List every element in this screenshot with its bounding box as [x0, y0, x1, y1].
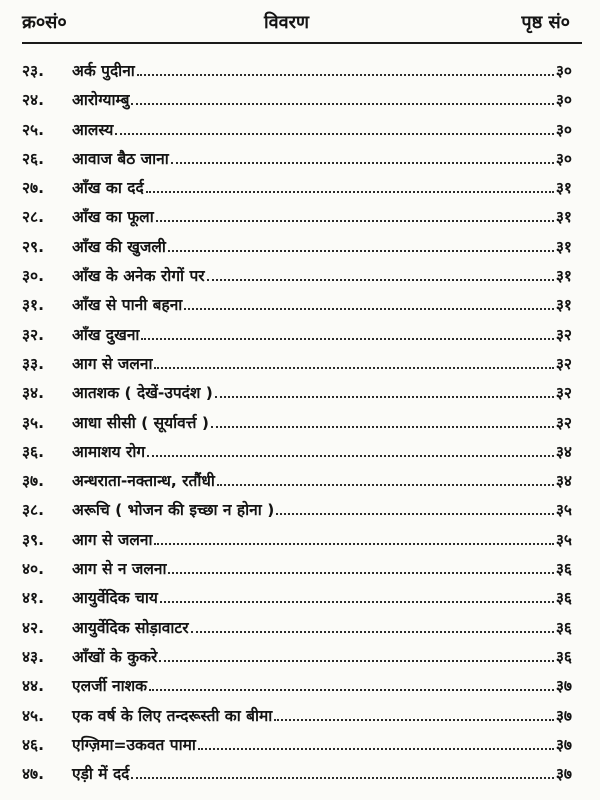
entry-page-number: ३२: [555, 413, 572, 432]
entry-title: आँख के अनेक रोगों पर: [72, 267, 205, 286]
entry-page-number: ३७: [555, 735, 572, 754]
list-item: [0, 668, 600, 697]
list-item: [0, 346, 600, 375]
entry-line: [72, 118, 572, 140]
entry-line: [72, 411, 572, 433]
entry-page-number: ३१: [555, 179, 572, 198]
entry-page-number: ३७: [555, 765, 572, 784]
entry-title: आयुर्वेदिक चाय: [72, 589, 158, 608]
entry-number: ३६.: [22, 442, 45, 461]
entry-number: ४०.: [22, 560, 45, 579]
list-item: [0, 463, 600, 492]
entry-page-number: ३०: [555, 120, 572, 139]
entry-number: ४३.: [22, 647, 45, 666]
entry-page-number: ३०: [555, 91, 572, 110]
list-item: [0, 727, 600, 756]
entry-number: ३९.: [22, 530, 45, 549]
entry-line: [72, 557, 572, 579]
entry-page-number: ३७: [555, 706, 572, 725]
dot-leader: [159, 660, 553, 662]
entry-line: [72, 616, 572, 638]
entry-line: [72, 147, 572, 169]
list-item: [0, 53, 600, 82]
header-description: विवरण: [264, 12, 310, 33]
dot-leader: [217, 484, 554, 486]
entry-number: ३७.: [22, 472, 45, 491]
entry-number: ३५.: [22, 413, 45, 432]
entry-title: एलर्जी नाशक: [72, 677, 148, 696]
entry-page-number: ३२: [555, 354, 572, 373]
entry-title: आयुर्वेदिक सोड़ावाटर: [72, 618, 189, 637]
entry-title: आँख की खुजली: [72, 237, 166, 256]
dot-leader: [211, 426, 554, 428]
entry-page-number: ३०: [555, 149, 572, 168]
dot-leader: [171, 162, 554, 164]
entry-title: एक वर्ष के लिए तन्दरूस्ती का बीमा: [72, 706, 273, 725]
entry-title: अर्क पुदीना: [72, 62, 135, 80]
entry-title: आवाज बैठ जाना: [72, 149, 169, 168]
entry-number: ३८.: [22, 501, 45, 520]
list-item: [0, 112, 600, 141]
header-divider: [22, 42, 582, 44]
dot-leader: [276, 513, 554, 515]
dot-leader: [207, 279, 554, 281]
entry-number: २८.: [22, 208, 45, 227]
entry-title: आँख दुखना: [72, 325, 140, 344]
entry-title: आरोग्याम्बु: [72, 91, 130, 110]
entry-page-number: ३१: [555, 208, 572, 227]
entry-title: आतशक ( देखें-उपदंश ): [72, 384, 213, 403]
entry-number: २५.: [22, 120, 45, 139]
entry-title: आँख से पानी बहना: [72, 296, 183, 315]
entry-title: आग से न जलना: [72, 560, 167, 579]
list-item: [0, 287, 600, 316]
entry-title: आमाशय रोग: [72, 442, 146, 461]
entry-number: ३२.: [22, 325, 45, 344]
dot-leader: [274, 719, 554, 721]
entry-number: ३३.: [22, 354, 45, 373]
entry-line: [72, 176, 572, 198]
header-page-number: पृष्ठ सं०: [521, 12, 570, 33]
dot-leader: [141, 338, 553, 340]
entry-page-number: ३५: [555, 501, 572, 520]
entry-page-number: ३६: [555, 618, 572, 637]
entry-page-number: ३४: [555, 472, 572, 491]
entry-title: आँखों के कुकरे: [72, 647, 158, 666]
entry-page-number: ३६: [555, 560, 572, 579]
dot-leader: [115, 133, 554, 135]
entry-line: [72, 264, 572, 286]
entry-number: ४१.: [22, 589, 45, 608]
entry-number: ३४.: [22, 384, 45, 403]
entry-number: ३१.: [22, 296, 45, 315]
entry-line: [72, 352, 572, 374]
entry-title: एड़ी में दर्द: [72, 765, 130, 784]
list-item: [0, 551, 600, 580]
entry-title: अरूचि ( भोजन की इच्छा न होना ): [72, 501, 275, 520]
entry-number: ३०.: [22, 267, 45, 286]
entry-page-number: ३५: [555, 530, 572, 549]
entry-title: अन्धराता-नक्तान्ध, रतौंधी: [72, 472, 215, 491]
entry-page-number: ३६: [555, 589, 572, 608]
entry-number: २६.: [22, 149, 45, 168]
entry-page-number: ३१: [555, 296, 572, 315]
dot-leader: [137, 74, 554, 76]
dot-leader: [131, 103, 553, 105]
list-item: [0, 434, 600, 463]
entry-line: [72, 469, 572, 491]
list-item: [0, 170, 600, 199]
entry-line: [72, 733, 572, 755]
entry-number: २९.: [22, 237, 45, 256]
entry-line: [72, 440, 572, 462]
entry-page-number: ३७: [555, 677, 572, 696]
dot-leader: [160, 601, 554, 603]
entry-number: ४४.: [22, 677, 45, 696]
dot-leader: [184, 308, 554, 310]
entry-line: [72, 88, 572, 110]
entry-line: [72, 293, 572, 315]
list-item: [0, 258, 600, 287]
entry-line: [72, 762, 572, 784]
entry-number: ४६.: [22, 735, 45, 754]
entry-title: आँख का दर्द: [72, 179, 144, 198]
entry-line: [72, 528, 572, 550]
entry-line: [72, 235, 572, 257]
dot-leader: [149, 689, 554, 691]
entry-page-number: ३६: [555, 647, 572, 666]
dot-leader: [198, 748, 554, 750]
entry-number: २७.: [22, 179, 45, 198]
dot-leader: [131, 777, 553, 779]
list-item: [0, 229, 600, 258]
list-item: [0, 698, 600, 727]
index-list: [0, 53, 600, 785]
entry-line: [72, 704, 572, 726]
list-item: [0, 492, 600, 521]
list-item: [0, 756, 600, 785]
entry-line: [72, 498, 572, 520]
dot-leader: [146, 191, 554, 193]
entry-line: [72, 59, 572, 81]
list-item: [0, 375, 600, 404]
entry-title: आधा सीसी ( सूर्यावर्त्त ): [72, 413, 209, 432]
entry-number: ४७.: [22, 765, 45, 784]
list-item: [0, 639, 600, 668]
dot-leader: [215, 396, 554, 398]
entry-line: [72, 323, 572, 345]
entry-line: [72, 205, 572, 227]
list-item: [0, 317, 600, 346]
entry-line: [72, 381, 572, 403]
entry-page-number: ३१: [555, 237, 572, 256]
list-item: [0, 141, 600, 170]
dot-leader: [154, 367, 553, 369]
list-item: [0, 82, 600, 111]
list-item: [0, 522, 600, 551]
entry-number: २४.: [22, 91, 45, 110]
entry-line: [72, 645, 572, 667]
list-item: [0, 405, 600, 434]
entry-title: आलस्य: [72, 120, 114, 139]
list-item: [0, 610, 600, 639]
entry-page-number: ३१: [555, 267, 572, 286]
dot-leader: [168, 250, 554, 252]
dot-leader: [154, 543, 553, 545]
entry-page-number: ३०: [555, 62, 572, 80]
header-serial-number: क्र०सं०: [22, 12, 67, 33]
entry-page-number: ३४: [555, 442, 572, 461]
dot-leader: [168, 572, 553, 574]
entry-line: [72, 586, 572, 608]
entry-number: २३.: [22, 62, 45, 80]
entry-number: ४२.: [22, 618, 45, 637]
dot-leader: [147, 455, 554, 457]
entry-page-number: ३२: [555, 325, 572, 344]
entry-number: ४५.: [22, 706, 45, 725]
entry-title: एग्ज़िमा=उकवत पामा: [72, 735, 196, 754]
entry-title: आग से जलना: [72, 354, 153, 373]
list-item: [0, 199, 600, 228]
table-header: [0, 0, 600, 40]
list-item: [0, 580, 600, 609]
entry-page-number: ३२: [555, 384, 572, 403]
dot-leader: [191, 631, 554, 633]
entry-title: आँख का फूला: [72, 208, 154, 227]
dot-leader: [156, 220, 554, 222]
entry-line: [72, 674, 572, 696]
entry-title: आग से जलना: [72, 530, 153, 549]
